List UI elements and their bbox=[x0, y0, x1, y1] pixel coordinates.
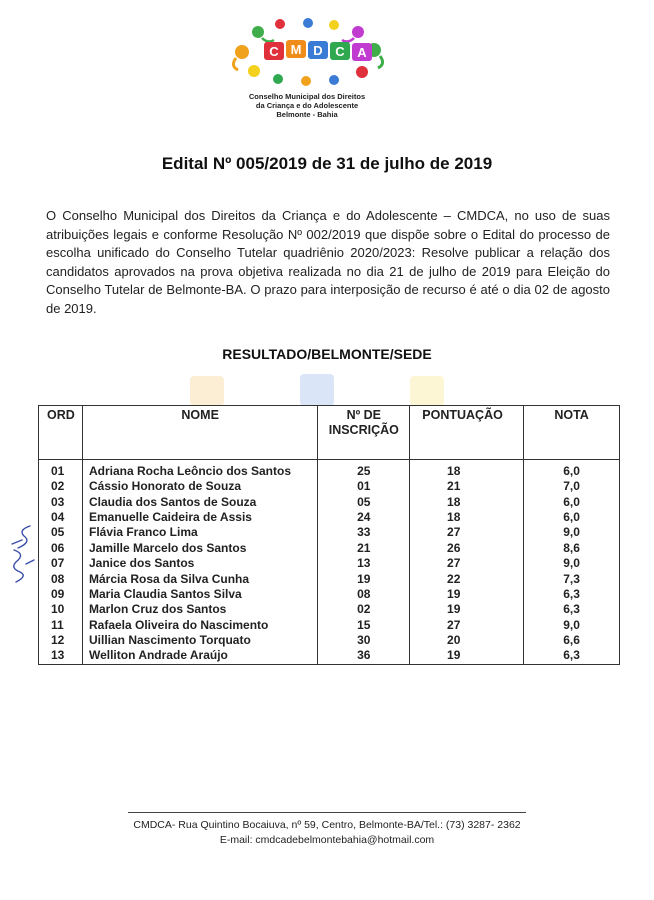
cell-ord: 10 bbox=[39, 602, 83, 617]
header-nome: NOME bbox=[82, 406, 317, 460]
cell-nota: 8,6 bbox=[524, 540, 620, 555]
org-name-line1: Conselho Municipal dos Direitos bbox=[248, 92, 366, 101]
cell-nome: Jamille Marcelo dos Santos bbox=[82, 540, 317, 555]
cmdca-logo bbox=[222, 18, 392, 86]
cell-ord: 06 bbox=[39, 540, 83, 555]
cell-pontuacao: 26 bbox=[410, 540, 524, 555]
cell-ord: 02 bbox=[39, 479, 83, 494]
cell-nome: Flávia Franco Lima bbox=[82, 525, 317, 540]
results-table bbox=[38, 405, 620, 665]
footer-email: E-mail: cmdcadebelmontebahia@hotmail.com bbox=[219, 834, 435, 846]
header-pontuacao: PONTUAÇÃO bbox=[410, 406, 524, 460]
cell-pontuacao: 19 bbox=[410, 586, 524, 601]
cell-nome: Uillian Nascimento Torquato bbox=[82, 632, 317, 647]
cell-ord: 07 bbox=[39, 555, 83, 570]
cell-nome: Cássio Honorato de Souza bbox=[82, 479, 317, 494]
cell-inscricao: 21 bbox=[318, 540, 410, 555]
table-row bbox=[39, 460, 620, 479]
children-circle-illustration bbox=[222, 18, 392, 86]
cell-pontuacao: 18 bbox=[410, 509, 524, 524]
table-row bbox=[39, 571, 620, 586]
table-row bbox=[39, 602, 620, 617]
table-row bbox=[39, 617, 620, 632]
result-subtitle: RESULTADO/BELMONTE/SEDE bbox=[222, 346, 432, 362]
cell-ord: 12 bbox=[39, 632, 83, 647]
cell-nota: 6,0 bbox=[524, 494, 620, 509]
edital-title: Edital Nº 005/2019 de 31 de julho de 2019 bbox=[161, 154, 493, 173]
table-row bbox=[39, 555, 620, 570]
bleed-through-logo bbox=[180, 372, 460, 406]
cell-nota: 6,3 bbox=[524, 648, 620, 665]
cell-pontuacao: 19 bbox=[410, 648, 524, 665]
cell-nome: Márcia Rosa da Silva Cunha bbox=[82, 571, 317, 586]
cell-ord: 01 bbox=[39, 460, 83, 479]
cell-inscricao: 33 bbox=[318, 525, 410, 540]
org-name bbox=[200, 92, 414, 119]
cell-nota: 6,0 bbox=[524, 509, 620, 524]
table-row bbox=[39, 648, 620, 665]
cell-inscricao: 15 bbox=[318, 617, 410, 632]
cell-nome: Marlon Cruz dos Santos bbox=[82, 602, 317, 617]
cell-pontuacao: 22 bbox=[410, 571, 524, 586]
cell-pontuacao: 18 bbox=[410, 460, 524, 479]
cell-nota: 9,0 bbox=[524, 555, 620, 570]
cell-pontuacao: 19 bbox=[410, 602, 524, 617]
cell-nota: 7,3 bbox=[524, 571, 620, 586]
cell-nota: 6,0 bbox=[524, 460, 620, 479]
cell-nota: 9,0 bbox=[524, 525, 620, 540]
cell-inscricao: 08 bbox=[318, 586, 410, 601]
cell-pontuacao: 20 bbox=[410, 632, 524, 647]
cell-ord: 08 bbox=[39, 571, 83, 586]
table-row bbox=[39, 479, 620, 494]
cell-inscricao: 30 bbox=[318, 632, 410, 647]
svg-text:D: D bbox=[313, 43, 323, 58]
cell-nome: Janice dos Santos bbox=[82, 555, 317, 570]
header-inscricao bbox=[318, 406, 410, 460]
cell-ord: 13 bbox=[39, 648, 83, 665]
cell-pontuacao: 27 bbox=[410, 617, 524, 632]
cell-pontuacao: 21 bbox=[410, 479, 524, 494]
table-row bbox=[39, 509, 620, 524]
cell-ord: 04 bbox=[39, 509, 83, 524]
footer-divider bbox=[128, 812, 526, 813]
cell-pontuacao: 27 bbox=[410, 555, 524, 570]
cell-inscricao: 25 bbox=[318, 460, 410, 479]
svg-text:A: A bbox=[357, 45, 367, 60]
org-name-line3: Belmonte - Bahia bbox=[276, 110, 338, 119]
cell-nota: 6,6 bbox=[524, 632, 620, 647]
header-inscricao-line1: Nº DE bbox=[346, 408, 382, 422]
cell-inscricao: 05 bbox=[318, 494, 410, 509]
cell-inscricao: 19 bbox=[318, 571, 410, 586]
footer-address: CMDCA- Rua Quintino Bocaiuva, nº 59, Centro, Belmonte-BA/Tel.: (73) 3287- 2362 bbox=[133, 819, 521, 831]
cell-nome: Maria Claudia Santos Silva bbox=[82, 586, 317, 601]
cell-ord: 05 bbox=[39, 525, 83, 540]
cell-ord: 03 bbox=[39, 494, 83, 509]
handwritten-initials-signature bbox=[4, 520, 40, 590]
svg-text:C: C bbox=[269, 44, 279, 59]
cell-nome: Welliton Andrade Araújo bbox=[82, 648, 317, 665]
table-row bbox=[39, 494, 620, 509]
cell-ord: 11 bbox=[39, 617, 83, 632]
cell-nota: 6,3 bbox=[524, 602, 620, 617]
cell-inscricao: 01 bbox=[318, 479, 410, 494]
table-header-row bbox=[39, 406, 620, 460]
table-row bbox=[39, 586, 620, 601]
cell-pontuacao: 18 bbox=[410, 494, 524, 509]
header-ord: ORD bbox=[39, 406, 83, 460]
footer bbox=[0, 818, 654, 848]
cell-inscricao: 13 bbox=[318, 555, 410, 570]
cell-pontuacao: 27 bbox=[410, 525, 524, 540]
svg-text:M: M bbox=[290, 42, 302, 57]
cell-nome: Rafaela Oliveira do Nascimento bbox=[82, 617, 317, 632]
cell-ord: 09 bbox=[39, 586, 83, 601]
table-row bbox=[39, 540, 620, 555]
org-name-line2: da Criança e do Adolescente bbox=[255, 101, 359, 110]
cell-nome: Emanuelle Caideira de Assis bbox=[82, 509, 317, 524]
cell-nome: Adriana Rocha Leôncio dos Santos bbox=[82, 460, 317, 479]
cell-inscricao: 36 bbox=[318, 648, 410, 665]
header-inscricao-line2: INSCRIÇÃO bbox=[328, 423, 399, 437]
cell-inscricao: 24 bbox=[318, 509, 410, 524]
cell-nome: Claudia dos Santos de Souza bbox=[82, 494, 317, 509]
header-nota: NOTA bbox=[524, 406, 620, 460]
table-row bbox=[39, 632, 620, 647]
table-row bbox=[39, 525, 620, 540]
svg-text:C: C bbox=[335, 44, 345, 59]
cell-nota: 7,0 bbox=[524, 479, 620, 494]
intro-paragraph: O Conselho Municipal dos Direitos da Criança e do Adolescente – CMDCA, no uso de suas atribuições legais e conforme Resolução Nº 002/2019 que dispõe sobre o Edital do processo de escolha unificado do Conselho Tutelar quadriênio 2020/2023: Resolve publicar a relação dos candidatos aprovados na prova objetiva realizada no dia 21 de julho de 2019 para Eleição do Conselho Tutelar de Belmonte-BA. O prazo para interposição de recurso é até o dia 02 de agosto de 2019. bbox=[46, 208, 610, 316]
cell-nota: 9,0 bbox=[524, 617, 620, 632]
cell-nota: 6,3 bbox=[524, 586, 620, 601]
cell-inscricao: 02 bbox=[318, 602, 410, 617]
